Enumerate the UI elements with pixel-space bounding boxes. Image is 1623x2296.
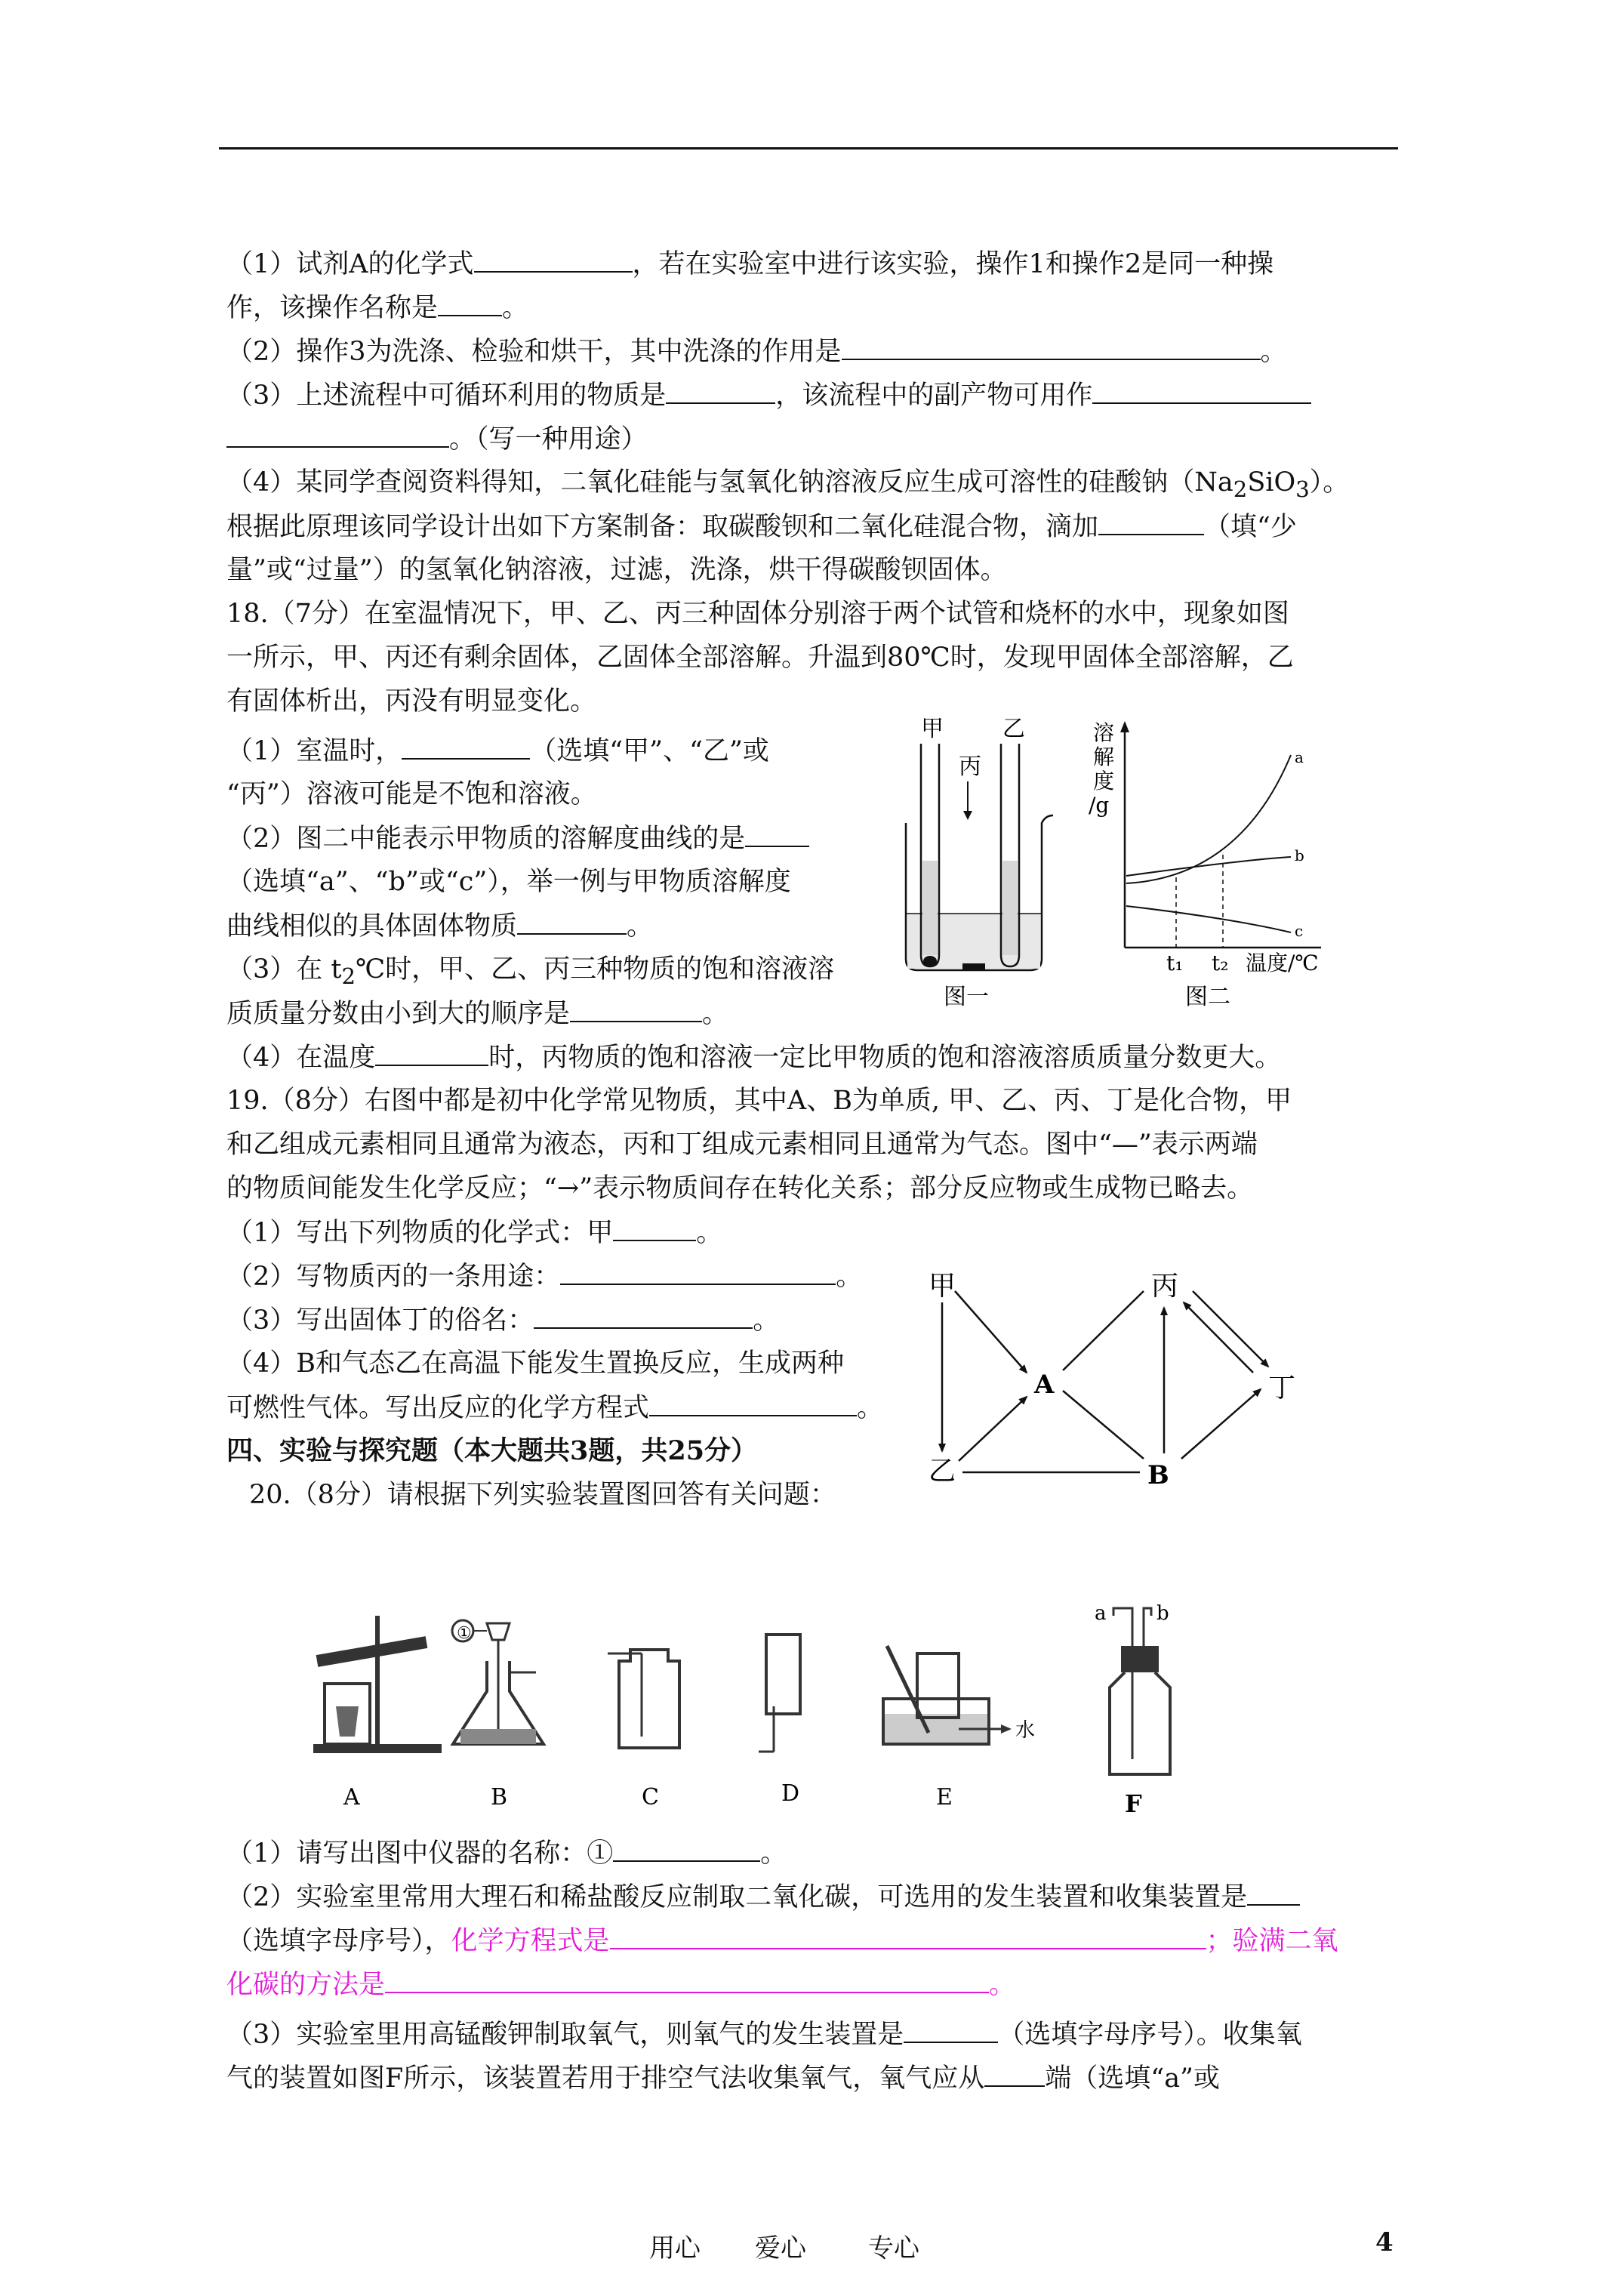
label-water: 水 (1015, 1719, 1036, 1742)
label-F: F (1125, 1789, 1142, 1818)
tube-jia-solution (922, 861, 938, 955)
curve-a-label: a (1295, 748, 1304, 766)
q17-text: ，该流程中的副产物可用作 (775, 381, 1093, 411)
answer-blank[interactable] (1092, 377, 1311, 404)
node-A: A (1034, 1370, 1055, 1400)
node-B: B (1147, 1460, 1169, 1487)
q20-text: 气的装置如图F所示，该装置若用于排空气法收集氧气，氧气应从 (226, 2063, 985, 2094)
node-bing: 丙 (1151, 1271, 1179, 1302)
q20-text: 端（选填“a”或 (1045, 2063, 1220, 2094)
q18-text: 。 (627, 911, 654, 942)
tube-jia-residue (923, 956, 937, 966)
q17-text: （3）上述流程中可循环利用的物质是 (226, 381, 667, 411)
answer-blank[interactable] (474, 245, 633, 273)
q17-text: 量”或“过量”）的氢氧化钠溶液，过滤，洗涤，烘干得碳酸钡固体。 (226, 555, 1007, 585)
q17-line-3 (226, 333, 1397, 370)
answer-blank[interactable] (904, 2016, 998, 2043)
ylabel-char: 溶 (1093, 720, 1115, 745)
answer-blank[interactable] (610, 1922, 1206, 1949)
label-yi: 乙 (1002, 716, 1025, 742)
q18-text: （1）室温时， (226, 736, 402, 766)
q20-text-pink: 化碳的方法是 (226, 1970, 386, 2000)
q18-text: 曲线相似的具体固体物质 (226, 911, 518, 942)
y-axis-arrow (1120, 721, 1129, 732)
q17-line-8 (226, 552, 1397, 588)
q17-text: （1）试剂A的化学式 (226, 249, 474, 279)
figure-2-solubility-graph (1087, 710, 1366, 1012)
apparatus-D (759, 1635, 800, 1807)
q18-intro-3: 有固体析出，丙没有明显变化。 (226, 686, 597, 717)
apparatus-B (452, 1620, 544, 1811)
q17-line-5 (226, 421, 1397, 458)
q17-line-1 (226, 245, 1397, 282)
label-A: A (343, 1784, 360, 1811)
bing-arrowhead (963, 811, 972, 820)
q20-intro: 20.（8分）请根据下列实验装置图回答有关问题： (249, 1480, 836, 1510)
q20-text: （3）实验室里用高锰酸钾制取氧气，则氧气的发生装置是 (226, 2020, 904, 2050)
q19-text: 。 (836, 1262, 863, 1292)
q19-text: 可燃性气体。写出反应的化学方程式 (226, 1393, 650, 1423)
label-C: C (642, 1784, 659, 1811)
node-yi: 乙 (929, 1456, 956, 1487)
t1-label: t₁ (1166, 951, 1184, 975)
q20-line-6 (226, 2060, 1397, 2097)
subscript: 2 (1233, 476, 1248, 502)
q19-text: （1）写出下列物质的化学式：甲 (226, 1218, 614, 1248)
q19-text: 。 (696, 1218, 723, 1248)
q19-intro-1: 19.（8分）右图中都是初中化学常见物质，其中A、B为单质, 甲、乙、丙、丁是化合物，甲 (226, 1086, 1292, 1116)
q17-line-7 (226, 508, 1397, 545)
answer-blank[interactable] (534, 1302, 753, 1329)
q20-text-pink: ；验满二氧 (1206, 1926, 1338, 1956)
q19-text: 。 (753, 1305, 780, 1336)
q18-text: ℃时，甲、乙、丙三种物质的饱和溶液溶 (356, 954, 835, 985)
answer-blank[interactable] (402, 732, 530, 760)
curve-c (1126, 906, 1291, 932)
ylabel-char: 解 (1093, 744, 1115, 769)
label-port-a: a (1095, 1602, 1107, 1625)
q17-text: 。 (1260, 337, 1287, 367)
figure-2-caption: 图二 (1185, 984, 1230, 1010)
q17-text: ）。 (1309, 467, 1350, 498)
q19-line-4: （4）B和气态乙在高温下能发生置换反应，生成两种 (226, 1348, 844, 1379)
q20-text: （2）实验室里常用大理石和稀盐酸反应制取二氧化碳，可选用的发生装置和收集装置是 (226, 1882, 1248, 1912)
answer-blank[interactable] (613, 1214, 696, 1241)
curve-a (1126, 755, 1291, 883)
answer-blank[interactable] (226, 421, 449, 448)
arrow-ding-to-bing (1184, 1302, 1253, 1373)
q20-line-1 (226, 1835, 1397, 1872)
q20-line-5 (226, 2016, 1397, 2053)
q17-text: 。 (502, 293, 529, 323)
q20-line-4 (226, 1966, 1397, 2003)
q19-text: 。 (857, 1393, 884, 1423)
q20-line-3 (226, 1922, 1397, 1959)
q20-text: （1）请写出图中仪器的名称：① (226, 1838, 614, 1869)
beaker-residue (962, 963, 985, 969)
label-jia: 甲 (921, 716, 944, 742)
node-ding: 丁 (1268, 1373, 1296, 1404)
q20-text: （选填字母序号）。收集氧 (998, 2020, 1302, 2050)
q20-apparatus-figure (302, 1593, 1419, 1820)
figure-1-beaker (891, 710, 1072, 1012)
q20-text-pink: 化学方程式是 (451, 1926, 610, 1956)
answer-blank[interactable] (517, 908, 627, 935)
q20-text: （选填字母序号）， (226, 1926, 451, 1956)
q17-text: 根据此原理该同学设计出如下方案制备：取碳酸钡和二氧化硅混合物，滴加 (226, 512, 1099, 542)
label-bing: 丙 (959, 754, 981, 780)
curve-b-label: b (1295, 846, 1304, 864)
q18-text: （2）图二中能表示甲物质的溶解度曲线的是 (226, 824, 746, 854)
q18-line-4: （选填“a”、“b”或“c”），举一例与甲物质溶解度 (226, 867, 791, 897)
q18-line-2: “丙”）溶液可能是不饱和溶液。 (226, 779, 597, 809)
q18-text: 时，丙物质的饱和溶液一定比甲物质的饱和溶液溶质质量分数更大。 (488, 1043, 1282, 1073)
answer-blank[interactable] (842, 333, 1261, 360)
q18-text: （4）在温度 (226, 1043, 376, 1073)
q20-text: 。 (760, 1838, 787, 1869)
q17-text: （填“少 (1204, 512, 1297, 542)
label-port-b: b (1156, 1602, 1169, 1625)
header-rule (219, 147, 1398, 149)
arrow-jia-to-A (955, 1291, 1027, 1373)
q19-text: （2）写物质丙的一条用途： (226, 1262, 561, 1292)
apparatus-A (313, 1616, 442, 1811)
label-B: B (491, 1784, 508, 1811)
q19-line-1 (226, 1214, 1397, 1251)
q17-text: 。（写一种用途） (449, 424, 648, 455)
arrow-bing-to-ding (1193, 1291, 1268, 1367)
ylabel-char: 度 (1093, 769, 1115, 794)
answer-blank[interactable] (438, 289, 502, 316)
ylabel-char: /g (1089, 793, 1110, 818)
q17-line-6 (226, 464, 1397, 507)
apparatus-E (883, 1646, 1035, 1811)
q17-text: （4）某同学查阅资料得知，二氧化硅能与氢氧化钠溶液反应生成可溶性的硅酸钠（Na (226, 467, 1233, 498)
q18-text: （3）在 t (226, 954, 342, 985)
subscript: 3 (1295, 476, 1310, 502)
answer-blank[interactable] (375, 1039, 488, 1066)
section-4-title: 四、实验与探究题（本大题共3题，共25分） (226, 1435, 758, 1466)
node-jia: 甲 (929, 1271, 956, 1302)
curve-c-label: c (1295, 922, 1304, 940)
q20-text-pink: 。 (989, 1970, 1016, 2000)
answer-blank[interactable] (666, 377, 775, 404)
answer-blank[interactable] (1247, 1878, 1300, 1906)
q18-intro-2: 一所示，甲、丙还有剩余固体，乙固体全部溶解。升温到80℃时，发现甲固体全部溶解，乙 (226, 643, 1294, 673)
q17-text: SiO (1247, 467, 1296, 498)
tube-yi-solution (1002, 861, 1018, 955)
footer-motto-1: 用心 (649, 2233, 701, 2264)
label-circled-1: ① (457, 1624, 472, 1643)
label-E: E (936, 1784, 953, 1811)
label-D: D (781, 1780, 800, 1807)
q19-intro-3: 的物质间能发生化学反应；“→”表示物质间存在转化关系；部分反应物或生成物已略去。 (226, 1173, 1254, 1203)
x-axis-label: 温度/℃ (1246, 951, 1319, 975)
q19-intro-2: 和乙组成元素相同且通常为液态，丙和丁组成元素相同且通常为气态。图中“—”表示两端 (226, 1130, 1258, 1160)
answer-blank[interactable] (649, 1389, 857, 1416)
answer-blank[interactable] (1098, 508, 1204, 535)
answer-blank[interactable] (613, 1835, 760, 1862)
line-A-bing (1063, 1291, 1144, 1370)
answer-blank[interactable] (984, 2060, 1045, 2087)
figure-1-caption: 图一 (944, 984, 989, 1010)
q18-intro-1: 18.（7分）在室温情况下，甲、乙、丙三种固体分别溶于两个试管和烧杯的水中，现象如图 (226, 599, 1289, 629)
q17-text: （2）操作3为洗涤、检验和烘干，其中洗涤的作用是 (226, 337, 842, 367)
apparatus-F (1095, 1602, 1170, 1818)
answer-blank[interactable] (385, 1966, 989, 1993)
q19-text: （3）写出固体丁的俗名： (226, 1305, 534, 1336)
footer-motto-3: 专心 (868, 2233, 919, 2264)
footer-motto-2: 爱心 (755, 2233, 806, 2264)
answer-blank[interactable] (560, 1258, 836, 1285)
q17-text: 作，该操作名称是 (226, 293, 439, 323)
apparatus-C (608, 1650, 679, 1811)
q17-line-4 (226, 377, 1397, 414)
q18-text: 。 (702, 999, 729, 1029)
q20-line-2 (226, 1878, 1397, 1915)
q17-line-2 (226, 289, 1397, 326)
q18-text: （选填“甲”、“乙”或 (530, 736, 769, 766)
q18-line-8 (226, 1039, 1397, 1076)
page-number: 4 (1375, 2227, 1394, 2257)
q17-text: ，若在实验室中进行该实验，操作1和操作2是同一种操 (632, 249, 1274, 279)
answer-blank[interactable] (745, 820, 809, 847)
q18-text: 质质量分数由小到大的顺序是 (226, 999, 571, 1029)
answer-blank[interactable] (570, 995, 702, 1022)
t2-label: t₂ (1212, 951, 1229, 975)
subscript: 2 (341, 963, 356, 989)
